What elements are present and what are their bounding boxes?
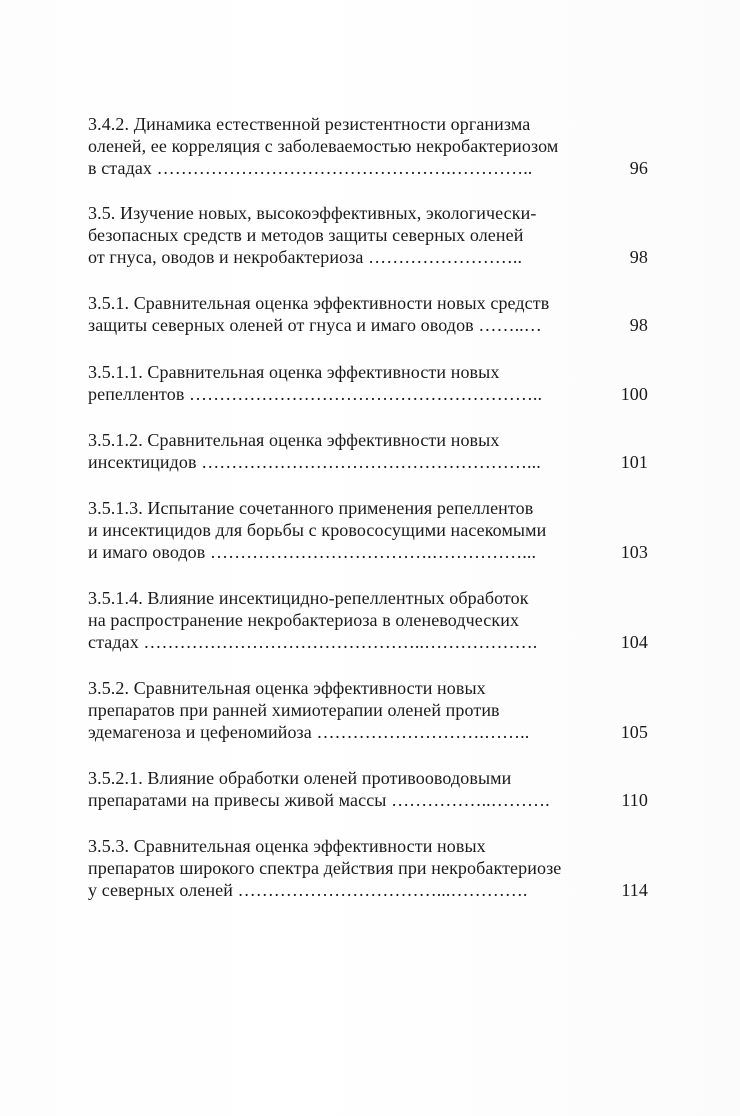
toc-entry-page-number: 114 (621, 880, 648, 900)
toc-entry-page-number: 110 (621, 790, 648, 810)
toc-entry[interactable] (88, 587, 648, 653)
toc-entry-title-line: препаратов широкого спектра действия при некробактериозе (88, 858, 562, 878)
toc-entry-title-line: 3.5. Изучение новых, высокоэффективных, экологически- (88, 203, 537, 223)
toc-entry-title-line: оленей, ее корреляция с заболеваемостью некробактериозом (88, 136, 559, 156)
toc-entry-title-line: 3.5.3. Сравнительная оценка эффективности новых (88, 836, 486, 856)
toc-entry-title-line: на распространение некробактериоза в оленеводческих (88, 610, 520, 630)
toc-entry-leader-line: в стадах ………………………………………….………….. (88, 158, 533, 178)
toc-entry-title-line: безопасных средств и методов защиты северных оленей (88, 225, 524, 245)
toc-entry[interactable] (88, 677, 648, 743)
toc-entry-leader-line: репеллентов ………………………………………………….. (88, 384, 543, 404)
toc-entry[interactable] (88, 767, 648, 811)
toc-entry-title-line: 3.5.1. Сравнительная оценка эффективности новых средств (88, 293, 550, 313)
toc-entry-page-number: 103 (620, 542, 648, 562)
toc-entry[interactable] (88, 835, 648, 901)
toc-entry-leader-line: от гнуса, оводов и некробактериоза …………………….. (88, 247, 523, 267)
toc-entry-title-line: и инсектицидов для борьбы с кровососущими насекомыми (88, 520, 547, 540)
table-of-contents (88, 113, 648, 901)
toc-entry-title-line: 3.5.1.4. Влияние инсектицидно-репеллентных обработок (88, 588, 529, 608)
toc-entry-page-number: 105 (620, 722, 648, 742)
toc-entry-title-line: 3.5.2. Сравнительная оценка эффективности новых (88, 678, 486, 698)
toc-entry-leader-line: инсектицидов ………………………………………………... (88, 452, 541, 472)
toc-entry-page-number: 98 (629, 315, 648, 335)
toc-entry-title-line: 3.5.1.2. Сравнительная оценка эффективности новых (88, 430, 500, 450)
toc-entry[interactable] (88, 497, 648, 563)
toc-entry[interactable] (88, 113, 648, 179)
toc-entry-title-line: 3.4.2. Динамика естественной резистентности организма (88, 114, 531, 134)
toc-entry-page-number: 98 (629, 247, 648, 267)
toc-entry-page-number: 96 (629, 158, 648, 178)
toc-entry[interactable] (88, 429, 648, 473)
toc-entry-title-line: 3.5.1.1. Сравнительная оценка эффективности новых (88, 362, 500, 382)
toc-entry-leader-line: эдемагеноза и цефеномийоза ……………………….…….. (88, 722, 530, 742)
toc-entry-leader-line: у северных оленей ……………………………...…………. (88, 880, 528, 900)
toc-entry-leader-line: защиты северных оленей от гнуса и имаго оводов ……..… (88, 315, 542, 335)
toc-entry-title-line: 3.5.1.3. Испытание сочетанного применения репеллентов (88, 498, 534, 518)
toc-entry-page-number: 104 (620, 632, 648, 652)
toc-entry-title-line: препаратов при ранней химиотерапии оленей против (88, 700, 500, 720)
toc-entry-leader-line: препаратами на привесы живой массы ……………..………. (88, 790, 550, 810)
toc-entry-page-number: 101 (620, 452, 648, 472)
toc-entry-leader-line: стадах ………………………………………..………………. (88, 632, 538, 652)
toc-entry-page-number: 100 (620, 384, 648, 404)
toc-entry-title-line: 3.5.2.1. Влияние обработки оленей противооводовыми (88, 768, 512, 788)
toc-entry[interactable] (88, 292, 648, 336)
toc-entry[interactable] (88, 202, 648, 268)
toc-entry-leader-line: и имаго оводов ……………………………….……………... (88, 542, 537, 562)
toc-entry[interactable] (88, 361, 648, 405)
